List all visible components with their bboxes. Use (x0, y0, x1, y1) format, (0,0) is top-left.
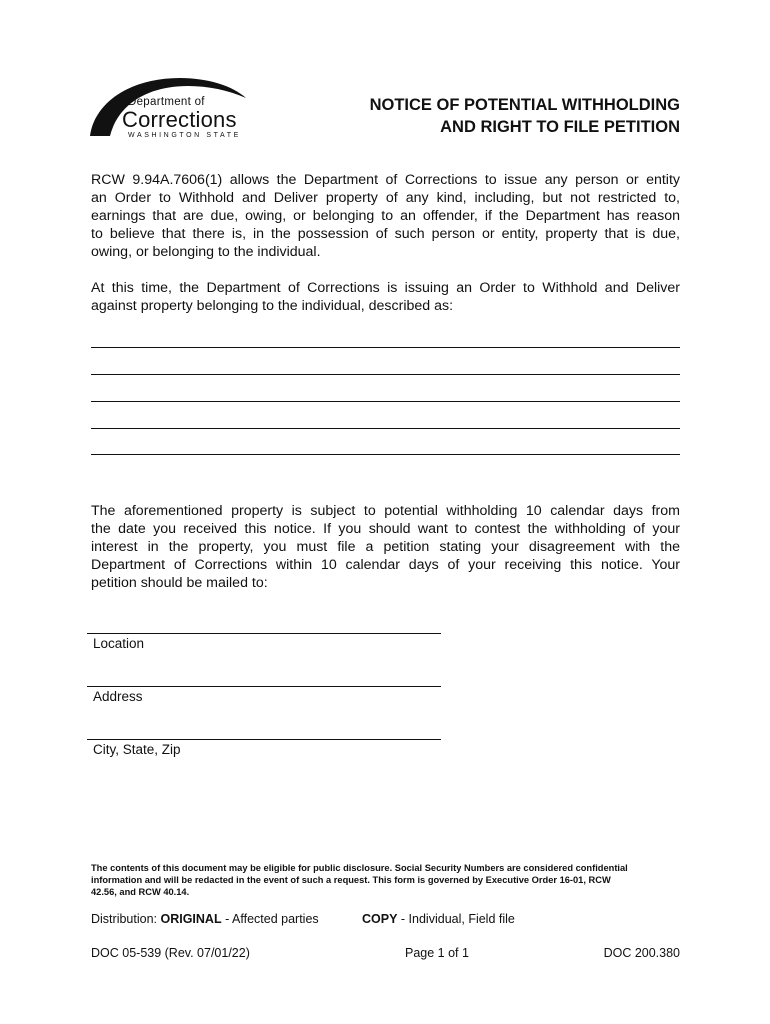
logo-department-text: Department of (128, 96, 205, 108)
distribution-copy-desc: - Individual, Field file (400, 912, 515, 926)
city-state-zip-field[interactable] (87, 739, 441, 740)
paragraph-line: to believe that there is, in the possession of such person or entity, property that is due, (91, 226, 680, 242)
paragraph-order (91, 279, 680, 315)
disclosure-line: information and will be redacted in the event of such a request. This form is governed by Executive Order 16-01, RCW (91, 875, 611, 885)
property-description-line-5[interactable] (91, 454, 680, 455)
paragraph-line: Department of Corrections within 10 calendar days of your receiving this notice. Your (91, 557, 680, 573)
document-title (370, 94, 680, 138)
disclosure-notice (91, 862, 680, 898)
logo-state-text: WASHINGTON STATE (128, 132, 241, 139)
address-field[interactable] (87, 686, 441, 687)
disclosure-line: 42.56, and RCW 40.14. (91, 887, 190, 897)
paragraph-line: At this time, the Department of Corrections is issuing an Order to Withhold and Deliver (91, 280, 680, 296)
title-line-2: AND RIGHT TO FILE PETITION (440, 118, 680, 136)
paragraph-line: RCW 9.94A.7606(1) allows the Department of Corrections to issue any person or entity (91, 172, 680, 188)
city-state-zip-label: City, State, Zip (93, 742, 181, 757)
paragraph-line: interest in the property, you must file a petition stating your disagreement with the (91, 539, 680, 555)
property-description-line-3[interactable] (91, 401, 680, 402)
paragraph-line: owing, or belonging to the individual. (91, 244, 321, 260)
paragraph-line: an Order to Withhold and Deliver property of any kind, including, but not restricted to, (91, 190, 680, 206)
distribution-copy (362, 912, 515, 926)
property-description-line-1[interactable] (91, 347, 680, 348)
paragraph-line: petition should be mailed to: (91, 575, 268, 591)
paragraph-line: earnings that are due, owing, or belonging to an offender, if the Department has reason (91, 208, 680, 224)
property-description-line-4[interactable] (91, 428, 680, 429)
distribution-copy-label: COPY (362, 912, 398, 926)
policy-number: DOC 200.380 (603, 946, 680, 960)
distribution-original-label: ORIGINAL (160, 912, 222, 926)
disclosure-line: The contents of this document may be eligible for public disclosure. Social Security Numbers are considered confidential (91, 863, 628, 873)
paragraph-petition (91, 502, 680, 592)
page-number: Page 1 of 1 (405, 946, 469, 960)
paragraph-rcw (91, 171, 680, 261)
distribution-original-desc: - Affected parties (225, 912, 319, 926)
paragraph-line: against property belonging to the individual, described as: (91, 298, 454, 314)
distribution-label: Distribution: (91, 912, 157, 926)
form-number: DOC 05-539 (Rev. 07/01/22) (91, 946, 250, 960)
address-label: Address (93, 689, 143, 704)
location-field[interactable] (87, 633, 441, 634)
title-line-1: NOTICE OF POTENTIAL WITHHOLDING (369, 96, 680, 114)
distribution-original (91, 912, 319, 926)
doc-logo (88, 74, 248, 144)
paragraph-line: The aforementioned property is subject to potential withholding 10 calendar days from (91, 503, 680, 519)
property-description-line-2[interactable] (91, 374, 680, 375)
location-label: Location (93, 636, 145, 651)
logo-corrections-text: Corrections (122, 107, 237, 132)
paragraph-line: the date you received this notice. If you should want to contest the withholding of your (91, 521, 680, 537)
